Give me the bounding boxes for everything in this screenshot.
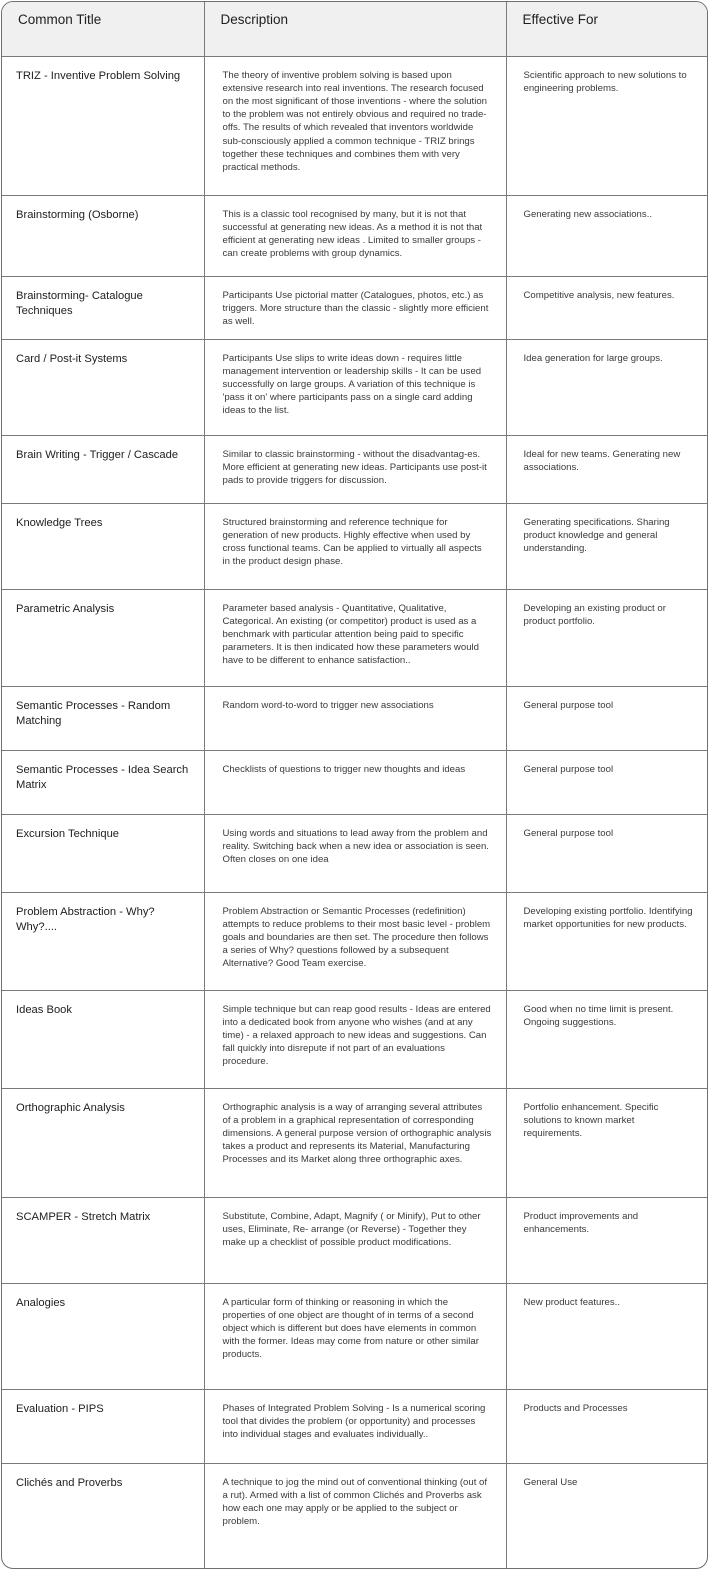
row-effective-for: General purpose tool [523,699,614,711]
row-description-cell [204,589,506,686]
row-title-cell [2,276,204,339]
header-effective-for: Effective For [506,2,707,56]
row-title-cell [2,435,204,503]
row-effective-for: Idea generation for large groups. [523,352,663,364]
row-title-cell [2,1197,204,1283]
row-effective-for-cell [506,1088,707,1197]
row-effective-for: New product features.. [523,1296,621,1308]
row-title-cell [2,990,204,1088]
row-effective-for: Portfolio enhancement. Specific solutions to known market requirements. [523,1101,659,1139]
table-row [2,814,707,892]
row-description-cell [204,1463,506,1569]
row-effective-for-cell [506,750,707,814]
row-description: A particular form of thinking or reasoning in which the properties of one object are thought of in terms of a second object which is different but does have elements in common with the former. Ideas may come from nature or other similar products. [222,1296,479,1361]
row-title-cell [2,686,204,750]
table-row [2,892,707,990]
row-effective-for-cell [506,276,707,339]
row-title: SCAMPER - Stretch Matrix [16,1210,151,1223]
header-row [2,2,707,56]
row-description: Using words and situations to lead away from the problem and reality. Switching back when a new idea or association is seen. Often closes on one idea [222,827,489,865]
row-title-cell [2,1283,204,1389]
row-title: TRIZ - Inventive Problem Solving [16,69,181,82]
row-description-cell [204,814,506,892]
row-title: Semantic Processes - Random Matching [16,699,171,727]
row-effective-for-cell [506,686,707,750]
row-title: Problem Abstraction - Why? Why?.... [16,905,155,933]
row-effective-for-cell [506,1197,707,1283]
row-effective-for-cell [506,195,707,276]
row-description: Phases of Integrated Problem Solving - Is a numerical scoring tool that divides the problem (or opportunity) and processes into individual stages and evaluates individually.. [222,1402,486,1440]
table-row [2,1463,707,1569]
row-title: Semantic Processes - Idea Search Matrix [16,763,189,791]
row-title-cell [2,1389,204,1463]
row-description: Problem Abstraction or Semantic Processes (redefinition) attempts to reduce problems to their most basic level - problem goals and boundaries are then set. The procedure then follows a series of Why? questions followed by a subsequent Alternative? Good Team exercise. [222,905,491,970]
row-effective-for: Developing existing portfolio. Identifying market opportunities for new products. [523,905,693,930]
row-title: Brainstorming- Catalogue Techniques [16,289,143,317]
header-description: Description [204,2,506,56]
row-effective-for: Developing an existing product or product portfolio. [523,602,666,627]
row-description: Parameter based analysis - Quantitative, Qualitative, Categorical. An existing (or competitor) product is used as a benchmark with particular attention being paid to specific parameters. It is then indicated how these parameters would have to be different to enhance satisfaction.. [222,602,480,667]
row-title: Analogies [16,1296,66,1309]
row-title: Parametric Analysis [16,602,115,615]
row-title-cell [2,814,204,892]
row-description-cell [204,1088,506,1197]
table-row [2,195,707,276]
row-description: Similar to classic brainstorming - without the disadvantag-es. More efficient at generating new ideas. Participants use post-it pads to provide triggers for discussion. [222,448,487,486]
row-effective-for: General purpose tool [523,827,614,839]
row-description-cell [204,195,506,276]
row-description-cell [204,1197,506,1283]
row-title-cell [2,503,204,589]
techniques-table [2,2,707,1569]
table-row [2,276,707,339]
table-row [2,589,707,686]
row-effective-for: Product improvements and enhancements. [523,1210,639,1235]
row-description: A technique to jog the mind out of conventional thinking (out of a rut). Armed with a list of common Clichés and Proverbs ask how each one may apply or be applied to the subject or problem. [222,1476,488,1528]
row-title: Brainstorming (Osborne) [16,208,139,221]
table-row [2,750,707,814]
table-row [2,1197,707,1283]
row-title-cell [2,750,204,814]
row-title-cell [2,589,204,686]
row-description: Orthographic analysis is a way of arranging several attributes of a problem in a graphical representation of corresponding dimensions. A general purpose version of orthographic analysis takes a product and represents its Material, Manufacturing Processes and its Market along three orthographic axes. [222,1101,492,1166]
row-effective-for: Generating new associations.. [523,208,653,220]
table-row [2,686,707,750]
row-effective-for-cell [506,1389,707,1463]
row-effective-for-cell [506,1283,707,1389]
row-effective-for-cell [506,339,707,435]
row-title: Card / Post-it Systems [16,352,128,365]
row-description: This is a classic tool recognised by many, but it is not that successful at generating new ideas. As a method it is not that efficient at generating new ideas . Limited to smaller groups - can create problems with group dynamics. [222,208,483,260]
row-description-cell [204,686,506,750]
row-description: Participants Use pictorial matter (Catalogues, photos, etc.) as triggers. More structure than the classic - slightly more efficient as well. [222,289,489,327]
row-effective-for: General purpose tool [523,763,614,775]
row-title-cell [2,1088,204,1197]
table-row [2,990,707,1088]
row-title-cell [2,195,204,276]
row-description: The theory of inventive problem solving is based upon extensive research into real inventions. The research focused on the most significant of those inventions - where the solution to the problem was not entirely obvious and required no trade-offs. The results of which revealed that inventors worldwide sub-consciously applied a common technique - TRIZ brings together these techniques and combines them with very practical methods. [222,69,488,173]
row-effective-for: Good when no time limit is present. Ongoing suggestions. [523,1003,674,1028]
row-title: Orthographic Analysis [16,1101,125,1114]
row-effective-for: Products and Processes [523,1402,628,1414]
table-row [2,1088,707,1197]
row-effective-for-cell [506,892,707,990]
row-effective-for-cell [506,589,707,686]
row-description-cell [204,339,506,435]
table-row [2,503,707,589]
row-effective-for-cell [506,990,707,1088]
row-title: Brain Writing - Trigger / Cascade [16,448,179,461]
row-effective-for-cell [506,1463,707,1569]
row-description-cell [204,1283,506,1389]
table-row [2,1283,707,1389]
row-effective-for: Ideal for new teams. Generating new associations. [523,448,681,473]
row-title: Excursion Technique [16,827,120,840]
row-description: Structured brainstorming and reference technique for generation of new products. Highly effective when used by cross functional teams. Can be applied to virtually all aspects in the product design phase. [222,516,482,568]
row-description-cell [204,503,506,589]
row-description-cell [204,276,506,339]
row-description: Simple technique but can reap good results - Ideas are entered into a dedicated book from anyone who wishes (and at any time) - a relaxed approach to new ideas and suggestions. Can fall quickly into disrepute if not part of an evaluations procedure. [222,1003,491,1068]
row-effective-for: Generating specifications. Sharing product knowledge and general understanding. [523,516,670,554]
row-description: Substitute, Combine, Adapt, Magnify ( or Minify), Put to other uses, Eliminate, Re- arrange (or Reverse) - Together they make up a checklist of possible product modifications. [222,1210,481,1248]
row-effective-for-cell [506,503,707,589]
row-title: Clichés and Proverbs [16,1476,123,1489]
table-row [2,1389,707,1463]
row-effective-for-cell [506,814,707,892]
row-title: Knowledge Trees [16,516,103,529]
row-description-cell [204,750,506,814]
row-effective-for: General Use [523,1476,578,1488]
row-effective-for: Competitive analysis, new features. [523,289,675,301]
row-description-cell [204,435,506,503]
row-description-cell [204,892,506,990]
row-title-cell [2,339,204,435]
row-description-cell [204,56,506,195]
table-row [2,435,707,503]
row-description: Checklists of questions to trigger new thoughts and ideas [222,763,466,775]
row-title-cell [2,892,204,990]
table-body [2,56,707,1569]
table-row [2,339,707,435]
header-common-title: Common Title [2,2,204,56]
row-title: Evaluation - PIPS [16,1402,104,1415]
techniques-table-frame [1,1,708,1569]
row-description: Participants Use slips to write ideas down - requires little management intervention or leadership skills - It can be used successfully on large groups. A variation of this technique is 'pass it on' where participants pass on a single card adding ideas to the list. [222,352,482,417]
table-row [2,56,707,195]
row-title-cell [2,1463,204,1569]
row-description: Random word-to-word to trigger new associations [222,699,434,711]
row-effective-for: Scientific approach to new solutions to engineering problems. [523,69,687,94]
row-title: Ideas Book [16,1003,72,1016]
row-effective-for-cell [506,435,707,503]
row-description-cell [204,990,506,1088]
row-title-cell [2,56,204,195]
row-effective-for-cell [506,56,707,195]
row-description-cell [204,1389,506,1463]
